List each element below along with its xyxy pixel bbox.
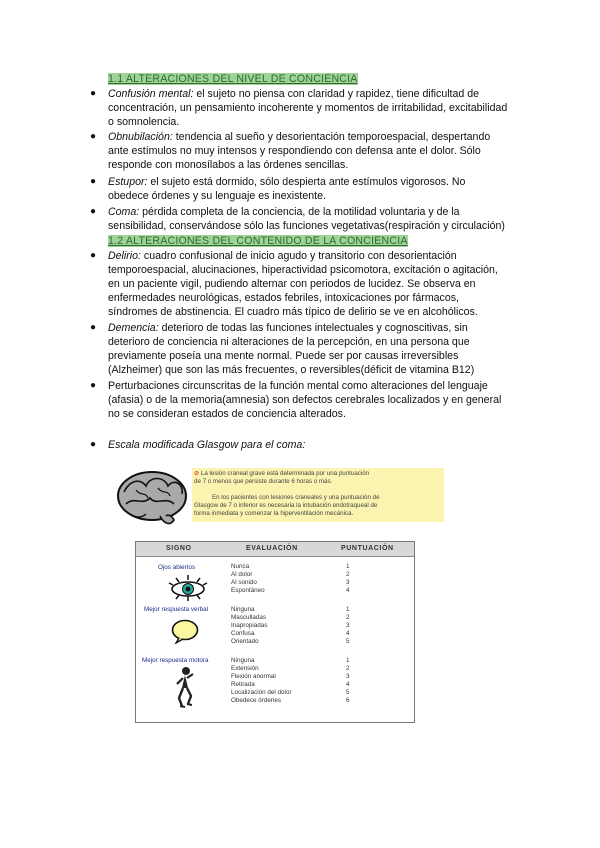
item-term: Delirio:	[108, 250, 141, 262]
brain-figure	[112, 462, 452, 534]
table-header	[136, 542, 414, 557]
bullet-icon: ●	[90, 131, 97, 142]
item-estupor-line1	[108, 175, 465, 189]
glasgow-title-text: Escala modificada Glasgow para el coma:	[108, 439, 306, 451]
item-text: cuadro confusional de inicio agudo y transitorio con desorientación	[140, 250, 457, 262]
brain-icon	[112, 462, 194, 534]
glasgow-title	[108, 438, 305, 452]
bullet-icon: ●	[90, 250, 97, 261]
item-term: Coma:	[108, 206, 140, 218]
item-coma-line1	[108, 205, 460, 219]
sign-motor-response: Mejor respuesta motora	[142, 657, 209, 664]
bullet-icon: ●	[90, 380, 97, 391]
item-text: (Alzheimer) que son las más frecuentes, o reversibles(déficit de vitamina B12)	[108, 364, 475, 376]
eval-item: Espontáneo	[231, 587, 265, 594]
eval-item: Al dolor	[231, 571, 253, 578]
eval-item: Extensión	[231, 665, 259, 672]
eval-item: Confusa	[231, 630, 255, 637]
speech-bubble-icon	[170, 618, 200, 644]
note-line: forma inmediata y comenzar la hiperventilación mecánica.	[194, 510, 354, 517]
item-text: en un paciente vigil, pudiendo alternar con periodos de lucidez. Se observa en	[108, 278, 476, 290]
eval-item: Obedece órdenes	[231, 697, 282, 704]
score: 4	[346, 587, 350, 594]
score: 6	[346, 697, 350, 704]
eval-item: Retirada	[231, 681, 255, 688]
score: 4	[346, 630, 350, 637]
item-term: Confusión mental:	[108, 88, 194, 100]
item-text: Perturbaciones circunscritas de la función mental como alteraciones del lenguaje	[108, 380, 488, 392]
bullet-icon: ●	[90, 206, 97, 217]
section-heading-2	[108, 234, 408, 248]
item-text: temporoespacial, alucinaciones, hiperactividad psicomotora, excitación o agitación,	[108, 264, 498, 276]
eval-item: Masculladas	[231, 614, 266, 621]
score: 2	[346, 571, 350, 578]
item-term: Estupor:	[108, 176, 148, 188]
sign-verbal-response: Mejor respuesta verbal	[144, 606, 209, 613]
item-demencia-line1	[108, 321, 468, 335]
eye-icon	[166, 573, 210, 603]
item-obnubilacion-line1	[108, 130, 490, 144]
score: 4	[346, 681, 350, 688]
score: 1	[346, 657, 350, 664]
note-line-text: La lesión craneal grave está determinada por una puntuación	[200, 470, 370, 477]
header-puntuacion: PUNTUACIÓN	[341, 545, 394, 552]
item-text: el sujeto está dormido, sólo despierta ante estímulos vigorosos. No	[147, 176, 466, 188]
glasgow-note	[192, 468, 444, 522]
item-text: responde con monosílabos a las órdenes sencillas.	[108, 159, 349, 171]
item-text: sensibilidad, conservándose sólo las funciones vegetativas(respiración y circulación)	[108, 220, 505, 232]
item-text: el sujeto no piensa con claridad y rapidez, tiene dificultad de	[193, 88, 480, 100]
item-text: deterioro de conciencia ni alteraciones de la percepción, en una persona que	[108, 336, 470, 348]
item-text: o somnolencia.	[108, 116, 180, 128]
score: 3	[346, 673, 350, 680]
item-text: concentración, un pensamiento incoherente y momentos de irritabilidad, excitabilidad	[108, 102, 508, 114]
header-evaluacion: EVALUACIÓN	[246, 545, 298, 552]
note-line: de 7 o menos que persiste durante 6 horas o más.	[194, 478, 333, 485]
item-text: (afasia) o de la memoria(amnesia) son defectos cerebrales localizados y en general	[108, 394, 502, 406]
score: 2	[346, 665, 350, 672]
eval-item: Flexión anormal	[231, 673, 276, 680]
bullet-icon: ●	[90, 88, 97, 99]
section-heading-2-text: 1.2 ALTERACIONES DEL CONTENIDO DE LA CONCIENCIA	[108, 235, 408, 247]
note-line: En los pacientes con lesiones craneales y una puntuación de	[212, 494, 380, 501]
eval-item: Inapropiadas	[231, 622, 268, 629]
bullet-icon: ●	[90, 439, 97, 450]
eval-item: Ninguna	[231, 657, 255, 664]
item-text: obedece órdenes y su lenguaje es inexistente.	[108, 190, 326, 202]
eval-item: Ninguna	[231, 606, 255, 613]
running-figure-icon	[174, 666, 196, 710]
warning-icon: ⊘	[194, 470, 200, 477]
item-text: síndromes de abstinencia. El cuadro más típico de delirio se ve en alcohólicos.	[108, 306, 478, 318]
item-term: Demencia:	[108, 322, 159, 334]
score: 1	[346, 563, 350, 570]
eval-item: Al sonido	[231, 579, 257, 586]
item-text: ante estímulos no muy intensos y respondiendo con defensa ante el dolor. Sólo	[108, 145, 481, 157]
item-text: tendencia al sueño y desorientación temporoespacial, despertando	[172, 131, 491, 143]
item-term: Obnubilación:	[108, 131, 173, 143]
eval-item: Orientado	[231, 638, 259, 645]
sign-eyes-open: Ojos abiertos	[158, 564, 196, 571]
item-delirio-line1	[108, 249, 457, 263]
glasgow-table	[135, 541, 415, 723]
note-line	[194, 470, 369, 478]
score: 1	[346, 606, 350, 613]
note-line: Glasgow de 7 o inferior es necesaria la intubación endotraqueal de	[194, 502, 378, 509]
score: 3	[346, 622, 350, 629]
header-signo: SIGNO	[166, 545, 192, 552]
bullet-icon: ●	[90, 322, 97, 333]
item-text: previamente poseía una mente normal. Puede ser por causas irreversibles	[108, 350, 459, 362]
bullet-icon: ●	[90, 176, 97, 187]
score: 2	[346, 614, 350, 621]
score: 3	[346, 579, 350, 586]
score: 5	[346, 638, 350, 645]
item-text: no se consideran estados de conciencia alterados.	[108, 408, 346, 420]
item-text: enfermedades neurológicas, estados febriles, intoxicaciones por fármacos,	[108, 292, 459, 304]
section-heading-1-text: 1.1 ALTERACIONES DEL NIVEL DE CONCIENCIA	[108, 73, 358, 85]
section-heading-1	[108, 72, 358, 86]
item-text: pérdida completa de la conciencia, de la motilidad voluntaria y de la	[139, 206, 460, 218]
eval-item: Nunca	[231, 563, 250, 570]
score: 5	[346, 689, 350, 696]
item-confusion-line1	[108, 87, 479, 101]
item-text: deterioro de todas las funciones intelectuales y cognoscitivas, sin	[158, 322, 468, 334]
eval-item: Localización del dolor	[231, 689, 292, 696]
